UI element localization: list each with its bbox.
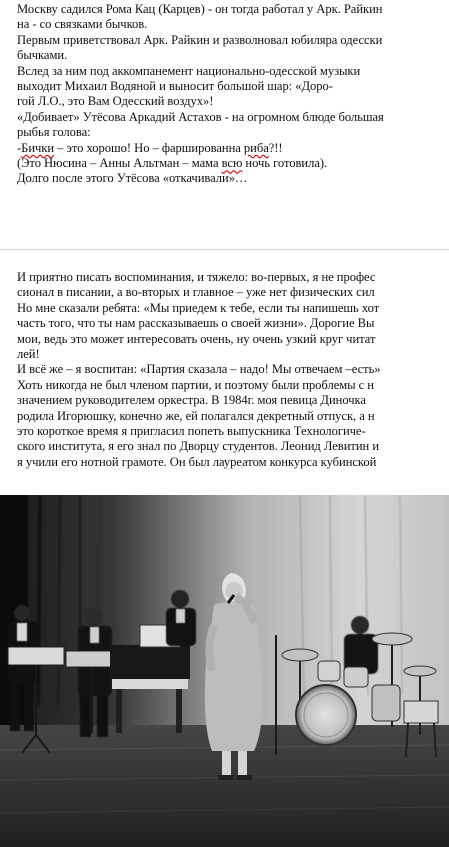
text-line: сионал в писании, а во-вторых и главное – уже нет физических сил (17, 285, 375, 300)
text-line: выходит Михаил Водяной и выносит большой шар: «Доро- (17, 79, 333, 94)
text-fragment: (Это Нюсина – Анны Альтман – мама (17, 156, 222, 171)
text-line: Долго после этого Утёсова «откачивали»… (17, 171, 248, 186)
text-line: И всё же – я воспитан: «Партия сказала – надо! Мы отвечаем –есть» (17, 362, 381, 377)
text-block-bottom (17, 270, 449, 470)
word-bichki: Бички (21, 140, 55, 155)
text-fragment: – это хорошо! Но – фаршированна (54, 140, 244, 155)
text-line: часть того, что ты нам рассказываешь о своей жизни». Дорогие Вы (17, 316, 375, 331)
word-vsyu: всю (221, 156, 243, 171)
text-fragment: ?!! (268, 140, 283, 155)
text-line: лей! (17, 347, 40, 362)
text-line: И приятно писать воспоминания, и тяжело: во-первых, я не профес (17, 270, 376, 284)
text-line: ского института, я его знал по Дворцу студентов. Леонид Левитин и (17, 439, 380, 454)
text-line: Первым приветствовал Арк. Райкин и разволновал юбиляра одесски (17, 32, 383, 47)
page-separator (0, 249, 449, 250)
text-line: значением руководителем оркестра. В 1984г. моя певица Диночка (17, 393, 366, 408)
text-line: я учили его нотной грамоте. Он был лауреатом конкурса кубинской (17, 454, 377, 469)
text-block-top (17, 2, 449, 187)
text-line: Вслед за ним под аккомпанемент национально-одесской музыки (17, 63, 361, 78)
text-line: «Добивает» Утёсова Аркадий Астахов - на огромном блюде большая (17, 109, 384, 124)
photo-tint (0, 495, 449, 847)
dash: - (17, 140, 22, 155)
text-line: бычками. (17, 48, 68, 63)
text-fragment: ночь готовила). (242, 156, 328, 171)
text-line: рыбья голова: (17, 125, 91, 140)
text-line: это короткое время я пригласил попеть выпускника Технологиче- (17, 424, 366, 439)
text-line: на - со связками бычков. (17, 17, 148, 32)
text-line (17, 156, 449, 171)
text-line: Москву садился Рома Кац (Карцев) - он тогда работал у Арк. Райкин (17, 2, 383, 16)
band-photo (0, 495, 449, 847)
word-riba: риба (243, 140, 269, 155)
text-line: Хоть никогда не был членом партии, и поэтому были проблемы с н (17, 377, 375, 392)
text-line: Но мне сказали ребята: «Мы приедем к тебе, если ты напишешь хот (17, 300, 380, 315)
text-line: гой Л.О., это Вам Одесский воздух»! (17, 94, 214, 109)
text-line: родила Игорюшку, конечно же, ей полагался декретный отпуск, а н (17, 408, 375, 423)
text-line-dialogue (17, 141, 449, 156)
text-line: мои, ведь это может интересовать очень, ну очень узкий круг читат (17, 331, 376, 346)
